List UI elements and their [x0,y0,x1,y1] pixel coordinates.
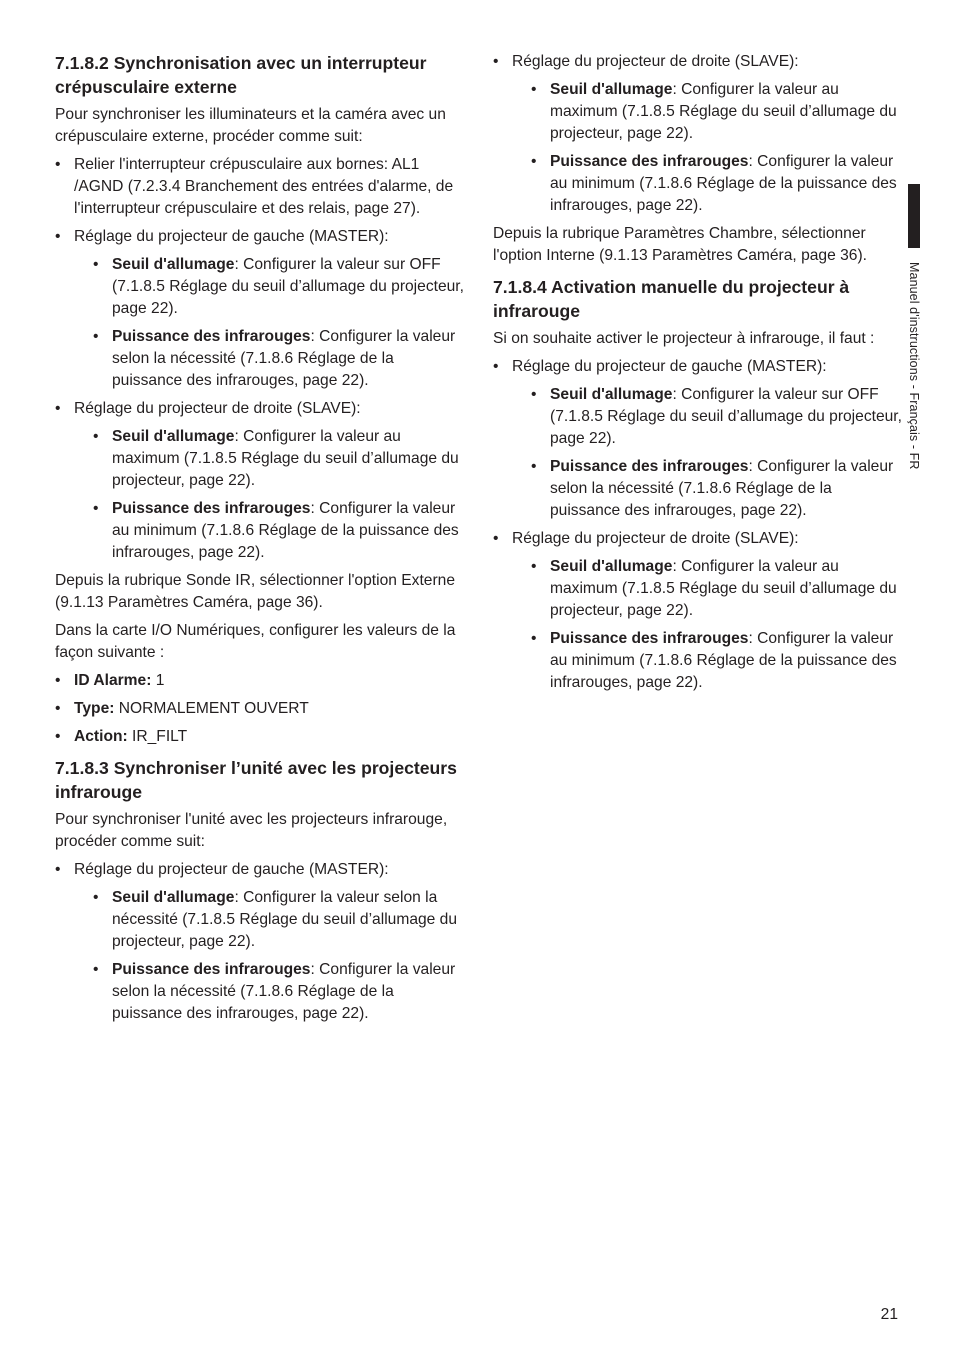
sub-list [512,79,903,217]
term-label: Puissance des infrarouges [112,500,311,517]
paragraph: Depuis la rubrique Sonde IR, sélectionner l'option Externe (9.1.13 Paramètres Caméra, page 36). [55,572,455,611]
list-item [55,154,465,220]
page-number: 21 [880,1306,898,1323]
term-text: IR_FILT [127,728,188,745]
sub-list-item [74,498,465,564]
section-7-1-8-3 [55,756,465,1025]
section-7-1-8-2 [55,51,465,748]
term-text: : Configurer la valeur selon la nécessité (7.1.8.6 Réglage de la puissance des infrarouges, page 22). [112,328,456,389]
list-item-master [55,859,465,1025]
term-label: Puissance des infrarouges [112,328,311,345]
list-item-text: Réglage du projecteur de gauche (MASTER): [74,861,389,878]
term-text: : Configurer la valeur au minimum (7.1.8.6 Réglage de la puissance des infrarouges, page 22). [112,500,459,561]
list-item-slave [493,528,903,694]
term-text: : Configurer la valeur au maximum (7.1.8.5 Réglage du seuil d’allumage du projecteur, page 22). [550,81,897,142]
sub-list-item [512,556,903,622]
term-text: : Configurer la valeur sur OFF (7.1.8.5 Réglage du seuil d’allumage du projecteur, page 22). [112,256,464,317]
list-item-slave [55,398,465,564]
term-label: Seuil d'allumage [112,428,235,445]
term-label: Action: [74,728,128,745]
term-label: Seuil d'allumage [550,81,673,98]
term-text: : Configurer la valeur au minimum (7.1.8.6 Réglage de la puissance des infrarouges, page 22). [550,630,897,691]
sub-list-item [512,456,903,522]
paragraph: Dans la carte I/O Numériques, configurer les valeurs de la façon suivante : [55,622,456,661]
list-item-text: Réglage du projecteur de gauche (MASTER): [74,228,389,245]
list-item-text: Réglage du projecteur de droite (SLAVE): [74,400,361,417]
section-intro: Si on souhaite activer le projecteur à infrarouge, il faut : [493,330,875,347]
term-label: Puissance des infrarouges [550,630,749,647]
term-text: 1 [151,672,165,689]
sub-list [74,887,465,1025]
list-item [55,698,465,720]
term-label: Seuil d'allumage [112,889,235,906]
list-item [55,726,465,748]
term-text: : Configurer la valeur au maximum (7.1.8.5 Réglage du seuil d’allumage du projecteur, page 22). [550,558,897,619]
list-item-text: Réglage du projecteur de droite (SLAVE): [512,53,799,70]
term-label: Seuil d'allumage [550,558,673,575]
term-text: : Configurer la valeur selon la nécessité (7.1.8.6 Réglage de la puissance des infrarouges, page 22). [550,458,894,519]
left-column [55,51,465,1031]
paragraph: Depuis la rubrique Paramètres Chambre, sélectionner l'option Interne (9.1.13 Paramètres Caméra, page 36). [493,225,867,264]
sub-list-item [74,326,465,392]
section-intro: Pour synchroniser les illuminateurs et la caméra avec un crépusculaire externe, procéder comme suit: [55,106,446,145]
term-text: NORMALEMENT OUVERT [114,700,309,717]
side-running-label: Manuel d'instructions - Français - FR [907,262,921,470]
sub-list-item [74,254,465,320]
term-text: : Configurer la valeur selon la nécessité (7.1.8.6 Réglage de la puissance des infrarouges, page 22). [112,961,456,1022]
list-item-master [55,226,465,392]
steps-list [55,859,465,1025]
term-label: Type: [74,700,115,717]
steps-list [55,154,465,564]
list-item-text: Relier l'interrupteur crépusculaire aux bornes: AL1 /AGND (7.2.3.4 Branchement des entrées d'alarme, de l'interrupteur crépusculaire et des relais, page 27). [74,156,454,217]
sub-list-item [512,151,903,217]
term-label: Puissance des infrarouges [112,961,311,978]
list-item-slave [493,51,903,217]
list-item-master [493,356,903,522]
list-item [55,670,465,692]
term-text: : Configurer la valeur au maximum (7.1.8.5 Réglage du seuil d’allumage du projecteur, page 22). [112,428,459,489]
term-text: : Configurer la valeur sur OFF (7.1.8.5 Réglage du seuil d’allumage du projecteur, page 22). [550,386,902,447]
term-label: Puissance des infrarouges [550,458,749,475]
term-label: Puissance des infrarouges [550,153,749,170]
sub-list-item [512,79,903,145]
right-column [493,51,903,700]
list-item-text: Réglage du projecteur de gauche (MASTER): [512,358,827,375]
section-heading: 7.1.8.4 Activation manuelle du projecteur à infrarouge [493,277,850,321]
sub-list-item [512,628,903,694]
sub-list [74,426,465,564]
section-7-1-8-3-continued [493,51,903,267]
term-label: Seuil d'allumage [112,256,235,273]
section-intro: Pour synchroniser l'unité avec les projecteurs infrarouge, procéder comme suit: [55,811,448,850]
sub-list-item [512,384,903,450]
term-text: : Configurer la valeur au minimum (7.1.8.6 Réglage de la puissance des infrarouges, page 22). [550,153,897,214]
sub-list-item [74,959,465,1025]
sub-list [74,254,465,392]
term-label: Seuil d'allumage [550,386,673,403]
steps-list [493,51,903,217]
term-label: ID Alarme: [74,672,152,689]
term-text: : Configurer la valeur selon la nécessité (7.1.8.5 Réglage du seuil d’allumage du projecteur, page 22). [112,889,458,950]
list-item-text: Réglage du projecteur de droite (SLAVE): [512,530,799,547]
sub-list-item [74,426,465,492]
settings-list [55,670,465,748]
steps-list [493,356,903,694]
sub-list-item [74,887,465,953]
section-heading: 7.1.8.3 Synchroniser l’unité avec les projecteurs infrarouge [55,758,457,802]
sub-list [512,556,903,694]
section-heading: 7.1.8.2 Synchronisation avec un interrupteur crépusculaire externe [55,53,427,97]
section-7-1-8-4 [493,275,903,694]
section-tab-marker [908,184,920,248]
sub-list [512,384,903,522]
